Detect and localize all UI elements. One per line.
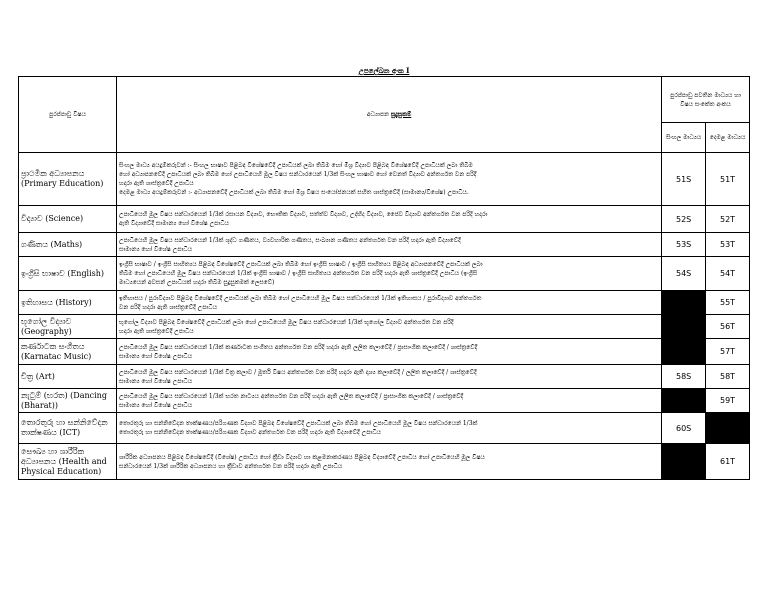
tamil-code-cell: 54T xyxy=(706,257,750,291)
qualification-line: වන පරිදි හදාරා ඇති ශාස්ත්‍රවේදී උපාධිය xyxy=(119,303,218,311)
qualification-cell xyxy=(117,413,662,444)
qualification-cell xyxy=(117,365,662,389)
table-row xyxy=(19,315,750,339)
page-title: උපලේඛන අංක I xyxy=(358,66,410,75)
qualification-line: සාමාන්‍ය හෝ විශේෂ උපාධිය xyxy=(119,377,193,385)
sinhala-code-cell: 58S xyxy=(662,365,706,389)
qualification-line: උපාධියෙහි මූල විෂය සන්ධාරයෙන් 1/3ක් භරත නාට්‍යය අන්තර්ගත වන පරිදි හදාරා ඇති ලලිත කලාවේදී / ප්‍රාසාංගික කලාවේදී / ශාස්ත්‍රවේදී xyxy=(119,392,464,400)
header-row xyxy=(19,77,750,123)
table-row xyxy=(19,233,750,257)
qualification-cell xyxy=(117,206,662,233)
qualification-line: ඉතිහාසය / පුරාවිද්‍යාව පිළිබඳ විශේෂවේදී උපාධියක් ලබා තිබීම හෝ උපාධියෙහි මූල විෂය සන්ධාරයෙන් 1/3ක් ඉතිහාසය / පුරාවිද්‍යාව අන්තර්ගත xyxy=(119,294,482,302)
subject-cell: නැටුම් (භරත) (Dancing (Bharat)) xyxy=(19,389,117,413)
tamil-code-cell: 51T xyxy=(706,153,750,206)
sinhala-code-cell: 60S xyxy=(662,413,706,444)
subject-cell: ඉතිහාසය (History) xyxy=(19,291,117,315)
tamil-not-applicable-cell xyxy=(706,413,750,444)
table-row xyxy=(19,365,750,389)
vacancy-table xyxy=(18,76,750,480)
qualification-cell xyxy=(117,444,662,480)
qualification-line: සිංහල මාධ්‍ය අයදුම්කරුවන් :- සිංහල භාෂාව පිළිබඳ විශේෂවේදී උපාධියක් ලබා තිබීම හෝ මිශ්‍ර විද්‍යාව පිළිබඳ විශේෂවේදී උපාධියක් ලබා තිබීම xyxy=(119,162,473,169)
qualification-line: භූගෝල විද්‍යාව පිළිබඳ විශේෂවේදී උපාධියක් ලබා හෝ උපාධියෙහි මූල විෂය සන්ධාරයෙන් 1/3ක් භූගෝල විද්‍යාව අන්තර්ගත වන පරිදි xyxy=(119,318,454,326)
qualification-line: හදාරා ඇති ශාස්ත්‍රවේදී උපාධිය xyxy=(119,327,194,335)
qualification-line: සාමාන්‍ය හෝ විශේෂ උපාධිය xyxy=(119,352,193,360)
qualification-line: උපාධියෙහි මූල විෂය සන්ධාරයෙන් 1/3ක් ශුද්ධ ගණිතය, ව්‍යවහාරික ගණිතය, සංඛ්‍යාන ගණිතය අන්තර්ගත වන පරිදි හදාරා ඇති විද්‍යාවේදී xyxy=(119,236,461,244)
qualification-line: හදාරා ඇති ශාස්ත්‍රවේදී උපාධිය xyxy=(119,180,194,187)
sinhala-not-applicable-cell xyxy=(662,315,706,339)
qualification-line: උපාධියෙහි මූල විෂය සන්ධාරයෙන් 1/3ක් චිත්‍ර කලාව / මූර්ති විෂය අන්තර්ගත වන පරිදි හදාරා ඇති දෘශ්‍ය කලාවේදී / ලලිත කලාවේදී / ශාස්ත්‍රවේදී xyxy=(119,368,477,376)
tamil-code-cell: 53T xyxy=(706,233,750,257)
table-row xyxy=(19,413,750,444)
tamil-code-cell: 61T xyxy=(706,444,750,480)
qualification-cell xyxy=(117,233,662,257)
table-row xyxy=(19,291,750,315)
qualification-line: සාමාන්‍ය හෝ විශේෂ උපාධිය xyxy=(119,245,193,253)
sinhala-not-applicable-cell xyxy=(662,444,706,480)
qualification-line: තොරතුරු හා සන්නිවේදන තාක්ෂණය/පරිගණක විද්‍යාව පිළිබඳ විශේෂවේදී උපාධියක් ලබා තිබීම හෝ උපාධියෙහි මූල විෂය සන්ධාරයෙන් 1/3ක් xyxy=(119,420,478,427)
tamil-code-cell: 59T xyxy=(706,389,750,413)
subject-cell: ප්‍රාථමික අධ්‍යාපනය (Primary Education) xyxy=(19,153,117,206)
subject-cell: විද්‍යාව (Science) xyxy=(19,206,117,233)
table-row xyxy=(19,444,750,480)
tamil-code-cell: 55T xyxy=(706,291,750,315)
qualification-cell xyxy=(117,389,662,413)
sinhala-code-cell: 53S xyxy=(662,233,706,257)
sinhala-medium-header: සිංහල මාධ්‍යය xyxy=(662,123,706,153)
subject-cell: චිත්‍ර (Art) xyxy=(19,365,117,389)
qualification-cell xyxy=(117,315,662,339)
subject-cell: ඉංග්‍රීසි භාෂාව (English) xyxy=(19,257,117,291)
sinhala-not-applicable-cell xyxy=(662,291,706,315)
qualification-line: හෝ අධ්‍යාපනවේදී උපාධියක් ලබා තිබීම හෝ උපාධියෙහි මූල විෂය සන්ධාරයෙන් 1/3ක් සිංහල භාෂාව හෝ වෙනත් විද්‍යාව අන්තර්ගත වන පරිදි xyxy=(119,171,477,178)
tamil-code-cell: 58T xyxy=(706,365,750,389)
qualification-cell xyxy=(117,339,662,365)
tamil-code-cell: 56T xyxy=(706,315,750,339)
qualification-line: සන්ධාරයෙන් 1/3ක් ශාරීරික අධ්‍යාපනය හා ක්‍රීඩාව අන්තර්ගත වන පරිදි හදාරා ඇති උපාධිය xyxy=(119,462,343,470)
table-row xyxy=(19,389,750,413)
qualification-cell xyxy=(117,153,662,206)
qualification-line: උපාධියෙහි මූල විෂය සන්ධාරයෙන් 1/3ක් රසායන විද්‍යාව, භෞතික විද්‍යාව, සත්ත්ව විද්‍යාව, උද්භිද විද්‍යාව, ජෛව විද්‍යාව අන්තර්ගත වන පරිදි හදාරා xyxy=(119,211,488,218)
tamil-medium-header: දෙමළ මාධ්‍යය xyxy=(706,123,750,153)
sinhala-code-cell: 54S xyxy=(662,257,706,291)
table-row xyxy=(19,339,750,365)
qualification-cell xyxy=(117,257,662,291)
medium-group-header: පුරප්පාඩු පවතින මාධ්‍යය හා විෂය සංකේත අංකය xyxy=(662,77,750,123)
tamil-code-cell: 52T xyxy=(706,206,750,233)
qualification-line: මාධ්‍යයෙන් අවසන් උපාධියක් හදාරා තිබීම සුදුසුකමක් ලෙසවේ) xyxy=(119,279,275,286)
qualification-header-prefix: අධ්‍යාපන xyxy=(366,111,391,118)
sinhala-not-applicable-cell xyxy=(662,339,706,365)
qualification-line: තිබීම හෝ උපාධියෙහි මූල විෂය සන්ධාරයෙන් 1/3ක් ඉංග්‍රීසි භාෂාව / ඉංග්‍රීසි සාහිත්‍යය අන්තර්ගත වන පරිදි හදාරා ඇති ශාස්ත්‍රවේදී උපාධිය (ඉංග්‍රීසි xyxy=(119,270,478,277)
qualification-line: ශාරීරික අධ්‍යාපනය පිළිබඳ විශේෂවේදී (විශේෂ) උපාධිය හෝ ක්‍රීඩා විද්‍යාව හා කළමනාකරණය පිළිබඳ විද්‍යාවේදී උපාධිය හෝ උපාධියෙහි මූල විෂය xyxy=(119,453,485,461)
sinhala-code-cell: 51S xyxy=(662,153,706,206)
sinhala-not-applicable-cell xyxy=(662,389,706,413)
qualification-cell xyxy=(117,291,662,315)
subject-cell: තොරතුරු හා සන්නිවේදන තාක්ෂණය (ICT) xyxy=(19,413,117,444)
table-row xyxy=(19,257,750,291)
qualification-line: ඇති විද්‍යාවේදී සාමාන්‍ය හෝ විශේෂ උපාධිය xyxy=(119,220,229,227)
sinhala-code-cell: 52S xyxy=(662,206,706,233)
qualification-line: දෙමළ මාධ්‍ය අයදුම්කරුවන් :- අධ්‍යාපනවේදී උපාධියක් ලබා තිබීම හෝ මිශ්‍ර විෂය සංයෝජනයක් සහිත ශාස්ත්‍රවේදී (සාමාන්‍ය/විශේෂ) උපාධිය. xyxy=(119,189,469,196)
table-row xyxy=(19,206,750,233)
qualification-line: උපාධියෙහි මූල විෂය සන්ධාරයෙන් 1/3ක් කර්ණාටක සංගීතය අන්තර්ගත වන පරිදි හදාරා ඇති ලලිත කලාවේදී / ප්‍රාසාංගික කලාවේදී / ශාස්ත්‍රවේදී xyxy=(119,343,478,351)
table-row xyxy=(19,153,750,206)
qualification-line: තොරතුරු හා සන්නිවේදන තාක්ෂණය/පරිගණක විද්‍යාව අන්තර්ගත වන පරිදි හදාරා ඇති විද්‍යාවේදී උපාධිය xyxy=(119,429,382,436)
qualification-line: සාමාන්‍ය හෝ විශේෂ උපාධිය xyxy=(119,401,193,409)
subject-cell: සෞඛ්‍ය හා ශාරීරික අධ්‍යාපනය (Health and Physical Education) xyxy=(19,444,117,480)
subject-cell: කර්ණාටක සංගීතය (Karnatac Music) xyxy=(19,339,117,365)
qualification-header-bold: සුදුසුකම් xyxy=(390,111,412,118)
tamil-code-cell: 57T xyxy=(706,339,750,365)
subject-header: පුරප්පාඩු විෂය xyxy=(19,77,117,153)
qualification-header xyxy=(117,77,662,153)
qualification-line: ඉංග්‍රීසි භාෂාව / ඉංග්‍රීසි සාහිත්‍යය පිළිබඳ විශේෂවේදී උපාධියක් ලබා තිබීම හෝ ඉංග්‍රීසි භාෂාව / ඉංග්‍රීසි සාහිත්‍යය පිළිබඳ අධ්‍යාපනවේදී උපාධියක් ලබා xyxy=(119,261,483,268)
subject-cell: භූගෝල විද්‍යාව (Geography) xyxy=(19,315,117,339)
subject-cell: ගණිතය (Maths) xyxy=(19,233,117,257)
